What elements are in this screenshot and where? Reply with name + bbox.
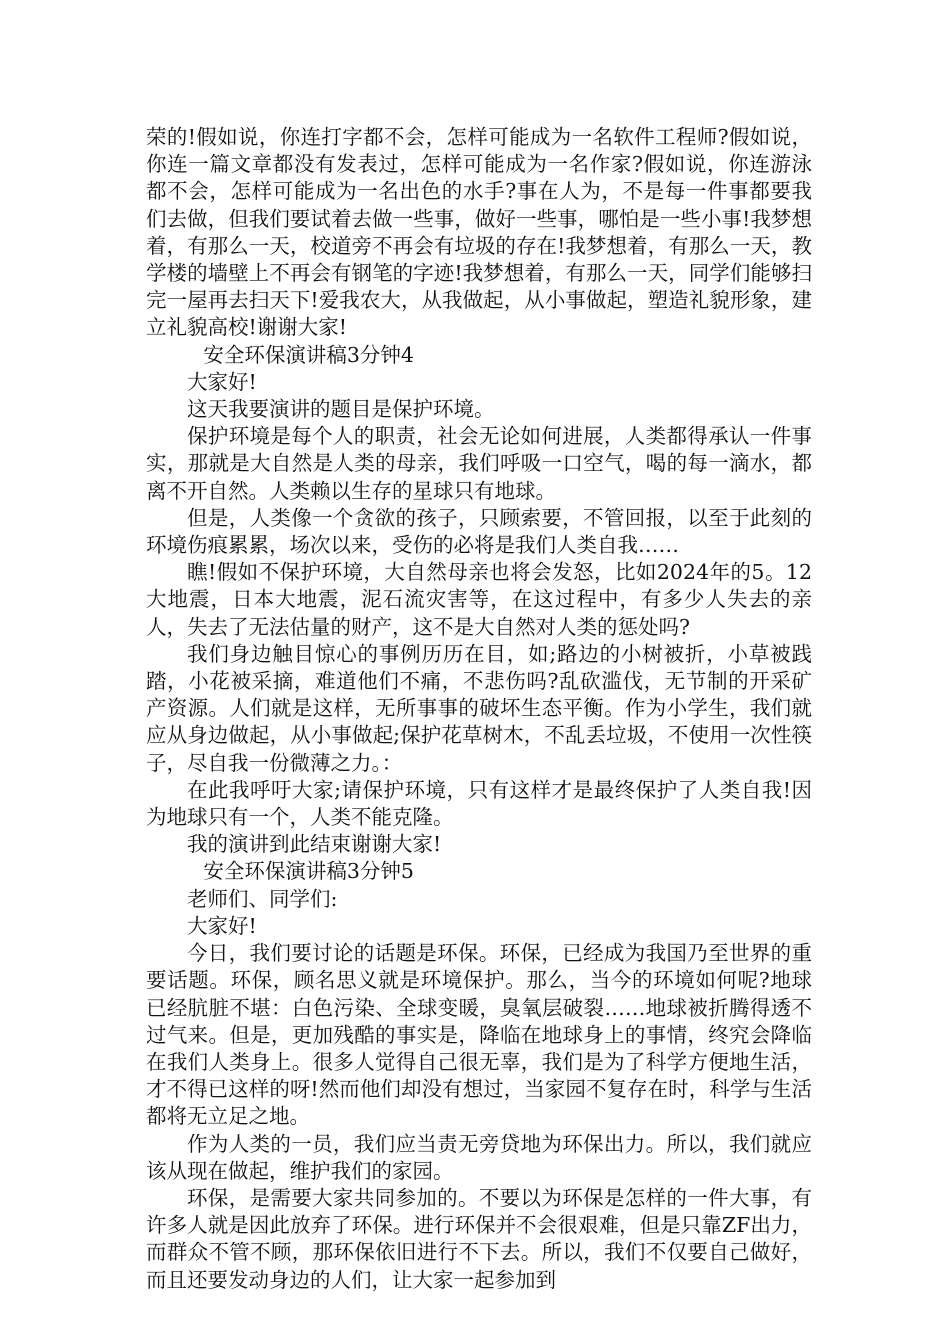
body-paragraph: 保护环境是每个人的职责，社会无论如何进展，人类都得承认一件事实，那就是大自然是人类的母亲，我们呼吸一口空气，喝的每一滴水，都离不开自然。人类赖以生存的星球只有地球。 (146, 424, 812, 503)
section-heading: 安全环保演讲稿3分钟4 (203, 342, 414, 367)
body-paragraph: 我的演讲到此结束谢谢大家! (187, 832, 442, 857)
body-paragraph: 这天我要演讲的题目是保护环境。 (187, 397, 495, 422)
body-paragraph: 作为人类的一员，我们应当责无旁贷地为环保出力。所以，我们就应该从现在做起，维护我们的家园。 (146, 1131, 812, 1183)
body-paragraph: 大家好! (187, 913, 257, 938)
body-paragraph: 老师们、同学们: (187, 886, 338, 911)
body-paragraph: 我们身边触目惊心的事例历历在目，如;路边的小树被折，小草被践踏，小花被采摘，难道他们不痛，不悲伤吗?乱砍滥伐，无节制的开采矿产资源。人们就是这样，无所事事的破坏生态平衡。作为小学生，我们就应从身边做起，从小事做起;保护花草树木，不乱丢垃圾，不使用一次性筷子，尽自我一份微薄之力。： (146, 641, 812, 775)
body-paragraph: 荣的!假如说，你连打字都不会，怎样可能成为一名软件工程师?假如说，你连一篇文章都没有发表过，怎样可能成为一名作家?假如说，你连游泳都不会，怎样可能成为一名出色的水手?事在人为，不是每一件事都要我们去做，但我们要试着去做一些事，做好一些事，哪怕是一些小事!我梦想着，有那么一天，校道旁不再会有垃圾的存在!我梦想着，有那么一天，教学楼的墙壁上不再会有钢笔的字迹!我梦想着，有那么一天，同学们能够扫完一屋再去扫天下!爱我农大，从我做起，从小事做起，塑造礼貌形象，建立礼貌高校!谢谢大家! (146, 125, 812, 340)
body-paragraph: 但是，人类像一个贪欲的孩子，只顾索要，不管回报，以至于此刻的环境伤痕累累，场次以来，受伤的必将是我们人类自我…… (146, 505, 812, 558)
body-paragraph: 今日，我们要讨论的话题是环保。环保，已经成为我国乃至世界的重要话题。环保，顾名思义就是环境保护。那么，当今的环境如何呢?地球已经肮脏不堪：白色污染、全球变暖，臭氧层破裂……地球被折腾得透不过气来。但是，更加残酷的事实是，降临在地球身上的事情，终究会降临在我们人类身上。很多人觉得自己很无辜，我们是为了科学方便地生活，才不得已这样的呀!然而他们却没有想过，当家园不复存在时，科学与生活都将无立足之地。 (146, 941, 812, 1129)
section-heading: 安全环保演讲稿3分钟5 (203, 859, 414, 884)
document-page (146, 124, 812, 1294)
body-paragraph: 瞧!假如不保护环境，大自然母亲也将会发怒，比如2024年的5。12大地震，日本大地震，泥石流灾害等，在这过程中，有多少人失去的亲人，失去了无法估量的财产，这不是大自然对人类的惩处吗? (146, 560, 812, 639)
body-paragraph: 在此我呼吁大家;请保护环境，只有这样才是最终保护了人类自我!因为地球只有一个，人类不能克隆。 (146, 777, 812, 830)
body-paragraph: 大家好! (187, 369, 257, 394)
body-paragraph: 环保，是需要大家共同参加的。不要以为环保是怎样的一件大事，有许多人就是因此放弃了环保。进行环保并不会很艰难，但是只靠ZF出力，而群众不管不顾，那环保依旧进行不下去。所以，我们不仅要自己做好，而且还要发动身边的人们，让大家一起参加到 (146, 1185, 812, 1292)
